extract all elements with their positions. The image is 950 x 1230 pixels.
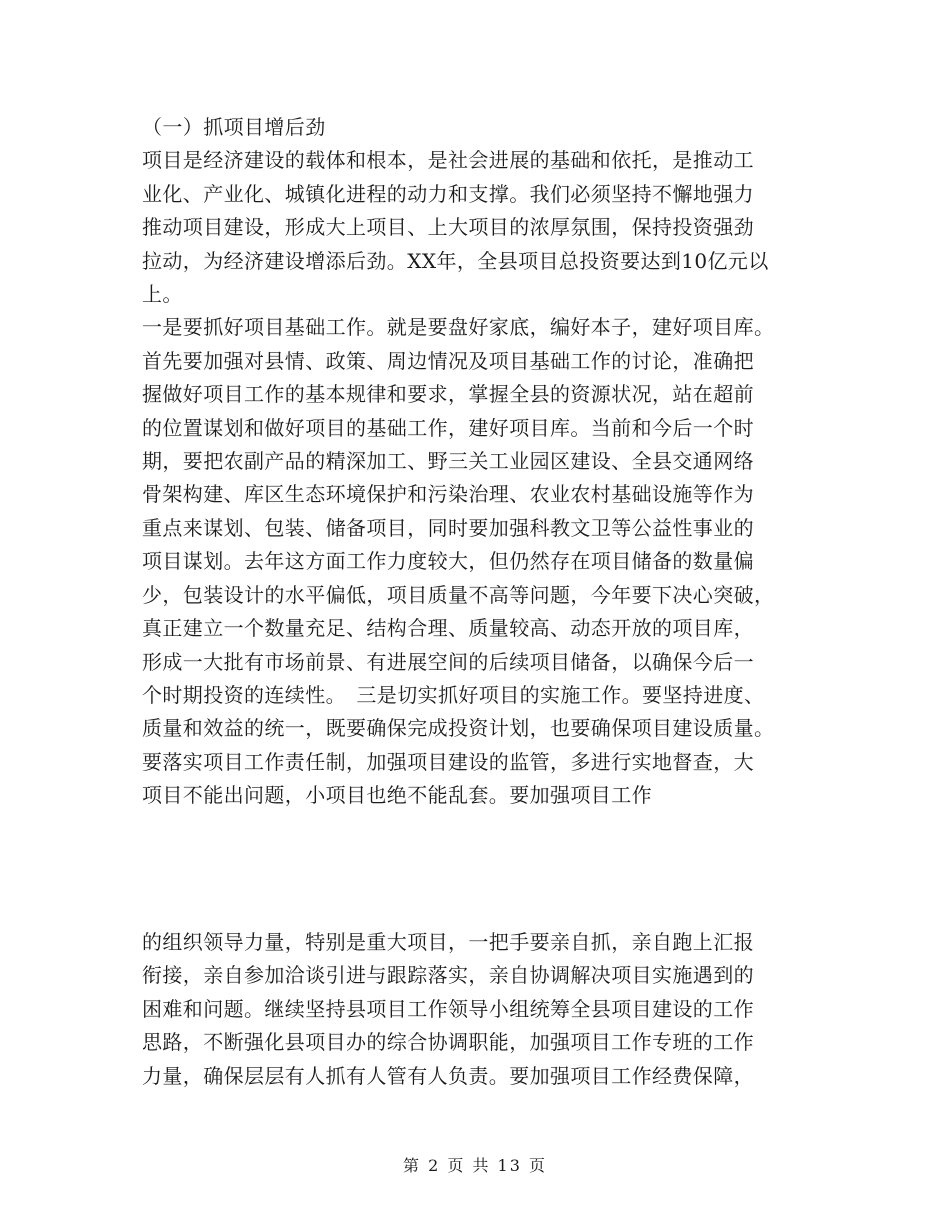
text-line: 重点来谋划、包装、储备项目，同时要加强科教文卫等公益性事业的 <box>142 515 754 540</box>
body-text-block-2 <box>142 926 822 1093</box>
text-line: 拉动，为经济建设增添后劲。XX年，全县项目总投资要达到10亿元以 <box>142 248 769 273</box>
text-line: 力量，确保层层有人抓有人管有人负责。要加强项目工作经费保障， <box>142 1063 754 1088</box>
text-line: 项目不能出问题，小项目也绝不能乱套。要加强项目工作 <box>142 783 652 808</box>
text-line: 真正建立一个数量充足、结构合理、质量较高、动态开放的项目库， <box>142 616 754 641</box>
text-line: 形成一大批有市场前景、有进展空间的后续项目储备，以确保今后一 <box>142 649 754 674</box>
text-line: 要落实项目工作责任制，加强项目建设的监管，多进行实地督查，大 <box>142 749 754 774</box>
text-line: 握做好项目工作的基本规律和要求，掌握全县的资源状况，站在超前 <box>142 382 754 407</box>
text-line: 衔接，亲自参加洽谈引进与跟踪落实，亲自协调解决项目实施遇到的 <box>142 963 754 988</box>
text-line: 困难和问题。继续坚持县项目工作领导小组统筹全县项目建设的工作 <box>142 996 754 1021</box>
text-line: 质量和效益的统一，既要确保完成投资计划，也要确保项目建设质量。 <box>142 716 775 741</box>
text-line: 业化、产业化、城镇化进程的动力和支撑。我们必须坚持不懈地强力 <box>142 181 754 206</box>
text-line: 项目谋划。去年这方面工作力度较大，但仍然存在项目储备的数量偏 <box>142 549 754 574</box>
text-line: 首先要加强对县情、政策、周边情况及项目基础工作的讨论，准确把 <box>142 348 754 373</box>
text-line: 期，要把农副产品的精深加工、野三关工业园区建设、全县交通网络 <box>142 449 754 474</box>
text-line: 上。 <box>142 282 183 307</box>
text-line: 个时期投资的连续性。 三是切实抓好项目的实施工作。要坚持进度、 <box>142 682 765 707</box>
text-line: 骨架构建、库区生态环境保护和污染治理、农业农村基础设施等作为 <box>142 482 754 507</box>
page-number-footer: 第 2 页 共 13 页 <box>403 1156 547 1175</box>
text-line: 一是要抓好项目基础工作。就是要盘好家底，编好本子，建好项目库。 <box>142 315 775 340</box>
text-line: 推动项目建设，形成大上项目、上大项目的浓厚氛围，保持投资强劲 <box>142 215 754 240</box>
text-line: 思路，不断强化县项目办的综合协调职能，加强项目工作专班的工作 <box>142 1030 754 1055</box>
text-line: 的位置谋划和做好项目的基础工作，建好项目库。当前和今后一个时 <box>142 415 754 440</box>
text-line: 少，包装设计的水平偏低，项目质量不高等问题，今年要下决心突破， <box>142 582 775 607</box>
text-line: （一）抓项目增后劲 <box>142 115 326 139</box>
text-line: 的组织领导力量，特别是重大项目，一把手要亲自抓，亲自跑上汇报 <box>142 930 754 954</box>
body-text-block-1 <box>142 111 822 813</box>
text-line: 项目是经济建设的载体和根本，是社会进展的基础和依托，是推动工 <box>142 148 754 173</box>
